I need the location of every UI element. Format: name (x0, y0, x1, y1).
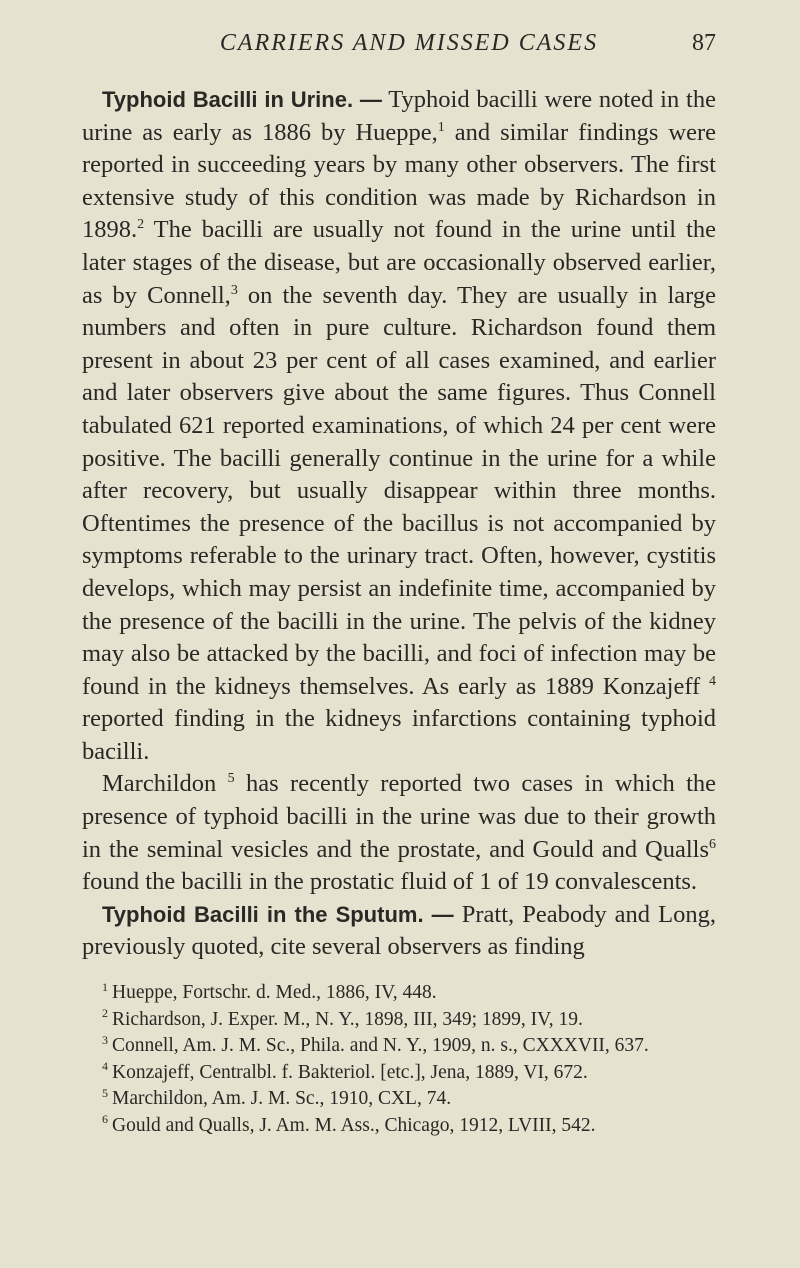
footnote (82, 1113, 716, 1140)
paragraph (82, 84, 716, 768)
footnote (82, 1007, 716, 1034)
run-in-heading: Typhoid Bacilli in Urine. — (102, 87, 382, 112)
text-run: Pratt, Peabody and Long, previously quoted, cite several observers as finding (82, 900, 716, 961)
footnote-ref: 1 (437, 119, 445, 135)
footnote-text: Marchildon, Am. J. M. Sc., 1910, CXL, 74. (112, 1088, 452, 1110)
footnote-ref: 5 (227, 771, 235, 787)
run-in-heading: Typhoid Bacilli in the Sputum. — (102, 901, 454, 927)
footnote-text: Richardson, J. Exper. M., N. Y., 1898, III, 349; 1899, IV, 19. (112, 1008, 583, 1030)
footnote-ref: 6 (709, 836, 716, 852)
page-number: 87 (692, 30, 716, 56)
paragraph (82, 899, 716, 964)
footnote-number: 3 (102, 1032, 108, 1047)
text-run: Marchildon (102, 770, 228, 798)
text-run: and similar findings were reported in succeeding years by many other observers. The first extensive study of this condition was made by Richardson in 1898. (82, 118, 716, 244)
footnote-text: Connell, Am. J. M. Sc., Phila. and N. Y., 1909, n. s., CXXXVII, 637. (112, 1035, 649, 1057)
running-head-title: CARRIERS AND MISSED CASES (219, 30, 599, 56)
text-run: The bacilli are usually not found in the urine until the later stages of the disease, but are occasionally observed earlier, as by Connell, (82, 216, 716, 309)
footnote (82, 1086, 716, 1113)
text-run: has recently reported two cases in which the presence of typhoid bacilli in the urine was due to their growth in the seminal vesicles and the prostate, and Gould and Qualls (82, 770, 716, 863)
footnote (82, 1060, 716, 1087)
text-run: found the bacilli in the prostatic fluid of 1 of 19 convalescents. (82, 868, 698, 896)
body-text (82, 84, 716, 964)
footnote-number: 4 (102, 1059, 108, 1074)
running-head (82, 0, 716, 64)
footnote-text: Gould and Qualls, J. Am. M. Ass., Chicago, 1912, LVIII, 542. (112, 1114, 596, 1136)
text-run: reported finding in the kidneys infarctions containing typhoid bacilli. (82, 705, 716, 765)
paragraph (82, 768, 716, 898)
footnote-number: 2 (102, 1006, 108, 1021)
footnote-ref: 3 (230, 282, 238, 298)
text-run: Typhoid bacilli were noted in the urine as early as 1886 by Hueppe, (82, 86, 716, 146)
footnote (82, 980, 716, 1007)
footnote-text: Hueppe, Fortschr. d. Med., 1886, IV, 448. (112, 982, 437, 1004)
footnote-text: Konzajeff, Centralbl. f. Bakteriol. [etc.], Jena, 1889, VI, 672. (112, 1061, 588, 1083)
footnote-ref: 2 (137, 217, 145, 233)
text-run: on the seventh day. They are usually in large numbers and often in pure culture. Richardson found them present in about 23 per cent of all cases examined, and earlier and later observers give about the same figures. Thus Connell tabulated 621 reported examinations, of which 24 per cent were positive. The bacilli generally continue in the urine for a while after recovery, but usually disappear within three months. Oftentimes the presence of the bacillus is not accompanied by symptoms referable to the urinary tract. Often, however, cystitis develops, which may persist an indefinite time, accompanied by the presence of the bacilli in the urine. The pelvis of the kidney may also be attacked by the bacilli, and foci of infection may be found in the kidneys themselves. As early as 1889 Konzajeff (82, 281, 716, 700)
footnote-number: 6 (102, 1112, 108, 1127)
footnote-ref: 4 (709, 673, 716, 689)
footnote-number: 5 (102, 1085, 108, 1100)
footnote (82, 1033, 716, 1060)
footnotes (82, 980, 716, 1139)
footnote-number: 1 (102, 979, 108, 994)
